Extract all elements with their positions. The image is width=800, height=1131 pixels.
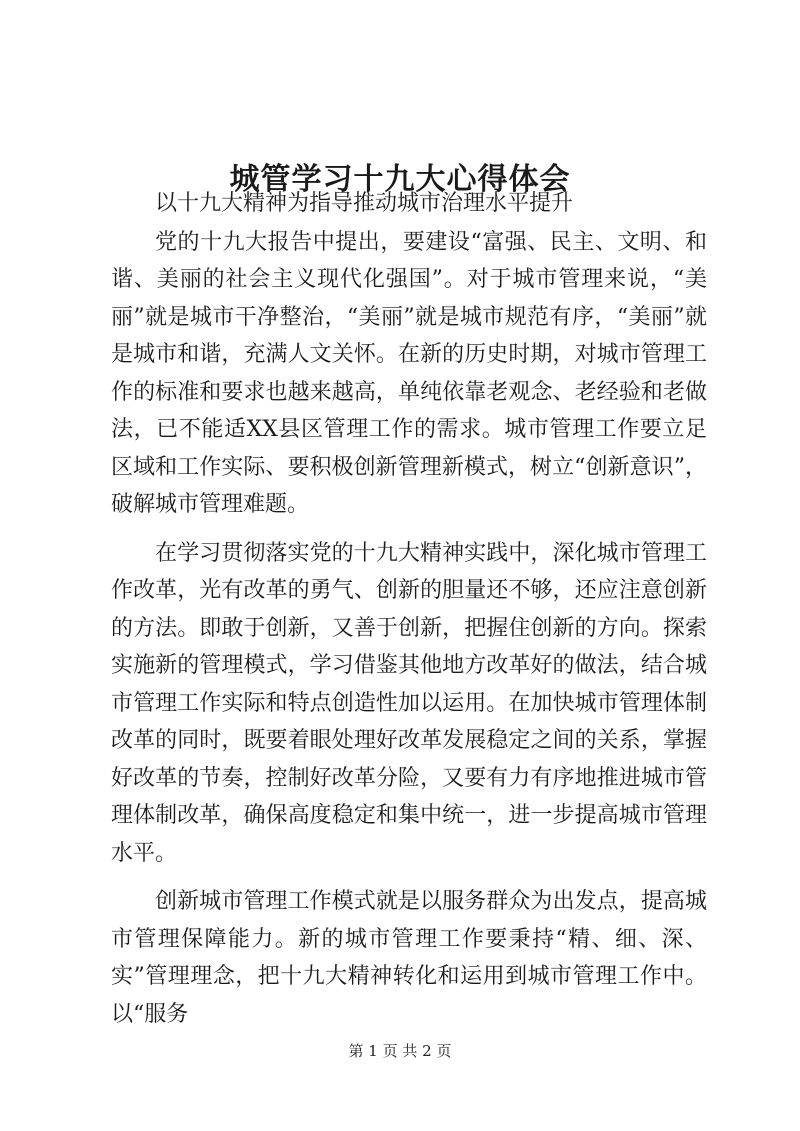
document-title: 城管学习十九大心得体会	[229, 162, 571, 198]
document-body	[111, 185, 707, 1044]
body-paragraph-3: 创新城市管理工作模式就是以服务群众为出发点，提高城市管理保障能力。新的城市管理工作要秉持“精、细、深、实”管理理念，把十九大精神转化和运用到城市管理工作中。以“服务	[111, 889, 707, 1027]
page-number-footer: 第 1 页 共 2 页	[348, 1042, 452, 1060]
body-paragraph-2: 在学习贯彻落实党的十九大精神实践中，深化城市管理工作改革，光有改革的勇气、创新的胆量还不够，还应注意创新的方法。即敢于创新，又善于创新，把握住创新的方向。探索实施新的管理模式，学习借鉴其他地方改革好的做法，结合城市管理工作实际和特点创造性加以运用。在加快城市管理体制改革的同时，既要着眼处理好改革发展稳定之间的关系，掌握好改革的节奏，控制好改革分险，又要有力有序地推进城市管理体制改革，确保高度稳定和集中统一，进一步提高城市管理水平。	[111, 540, 707, 866]
document-subtitle: 以十九大精神为指导推动城市治理水平提升	[155, 191, 574, 216]
body-paragraph-1: 党的十九大报告中提出，要建设“富强、民主、文明、和谐、美丽的社会主义现代化强国”。对于城市管理来说，“美丽”就是城市干净整治，“美丽”就是城市规范有序，“美丽”就是城市和谐，充满人文关怀。在新的历史时期，对城市管理工作的标准和要求也越来越高，单纯依靠老观念、老经验和老做法，已不能适XX县区管理工作的需求。城市管理工作要立足区域和工作实际、要积极创新管理新模式，树立“创新意识”，破解城市管理难题。	[111, 229, 707, 517]
